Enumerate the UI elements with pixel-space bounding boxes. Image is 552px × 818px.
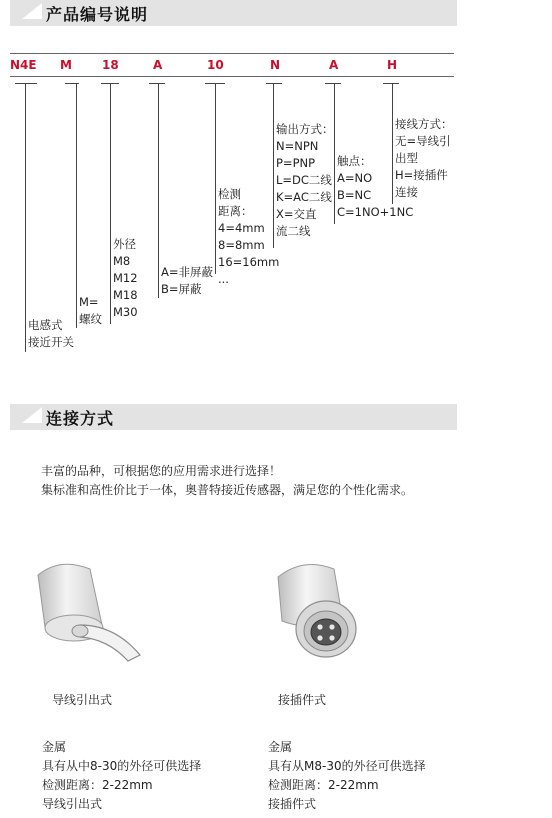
banner-wedge-icon [22,407,42,423]
leader-diameter [110,84,111,324]
label-output: 输出方式： N=NPN P=PNP L=DC二线 K=AC二线 X=交直 流二线 [276,122,334,238]
code-row [0,58,552,74]
code-wiring: H [387,58,398,72]
connector-sensor-image [268,555,378,665]
code-underline [10,76,454,77]
cable-sensor-image [20,555,155,665]
code-shield: A [153,58,163,72]
label-sensor: 电感式 接近开关 [28,318,74,349]
caption-cable: 导线引出式 [52,693,113,707]
tick [266,83,282,84]
tick [149,83,165,84]
label-diameter: 外径 M8 M12 M18 M30 [113,237,138,319]
leader-distance [215,84,216,274]
code-series: N4E [10,58,37,72]
label-thread: M= 螺纹 [79,295,102,326]
details-connector: 金属 具有从M8-30的外径可供选择 检测距离：2-22mm 接插件式 [268,740,426,811]
code-contact: A [329,58,339,72]
section-title: 产品编号说明 [46,5,149,24]
code-distance: 10 [207,58,224,72]
section-title: 连接方式 [46,409,115,428]
tick [383,83,399,84]
label-contact: 触点： A=NO B=NC C=1NO+1NC [337,154,414,219]
label-distance: 检测 距离： 4=4mm 8=8mm 16=16mm ... [218,187,280,286]
banner-wedge-icon [22,3,42,19]
code-output: N [270,58,281,72]
intro-text: 丰富的品种，可根据您的应用需求进行选择！ 集标准和高性价比于一体，奥普特接近传感器，满足您的个性化需求。 [41,464,414,497]
tick [325,83,341,84]
label-shield: A=非屏蔽 B=屏蔽 [161,265,214,296]
leader-thread [76,84,77,328]
label-wiring: 接线方式： 无=导线引 出型 H=接插件 连接 [395,117,453,199]
leader-contact [334,84,335,224]
leader-sensor [25,84,26,352]
details-cable: 金属 具有从中8-30的外径可供选择 检测距离：2-22mm 导线引出式 [42,740,202,811]
top-rule [10,53,454,54]
section-banner-product-code [10,0,457,26]
leader-shield [158,84,159,298]
caption-connector: 接插件式 [278,693,327,707]
code-diameter: 18 [102,58,119,72]
section-banner-connection [10,404,457,430]
tick [15,83,37,84]
code-thread: M [60,58,72,72]
